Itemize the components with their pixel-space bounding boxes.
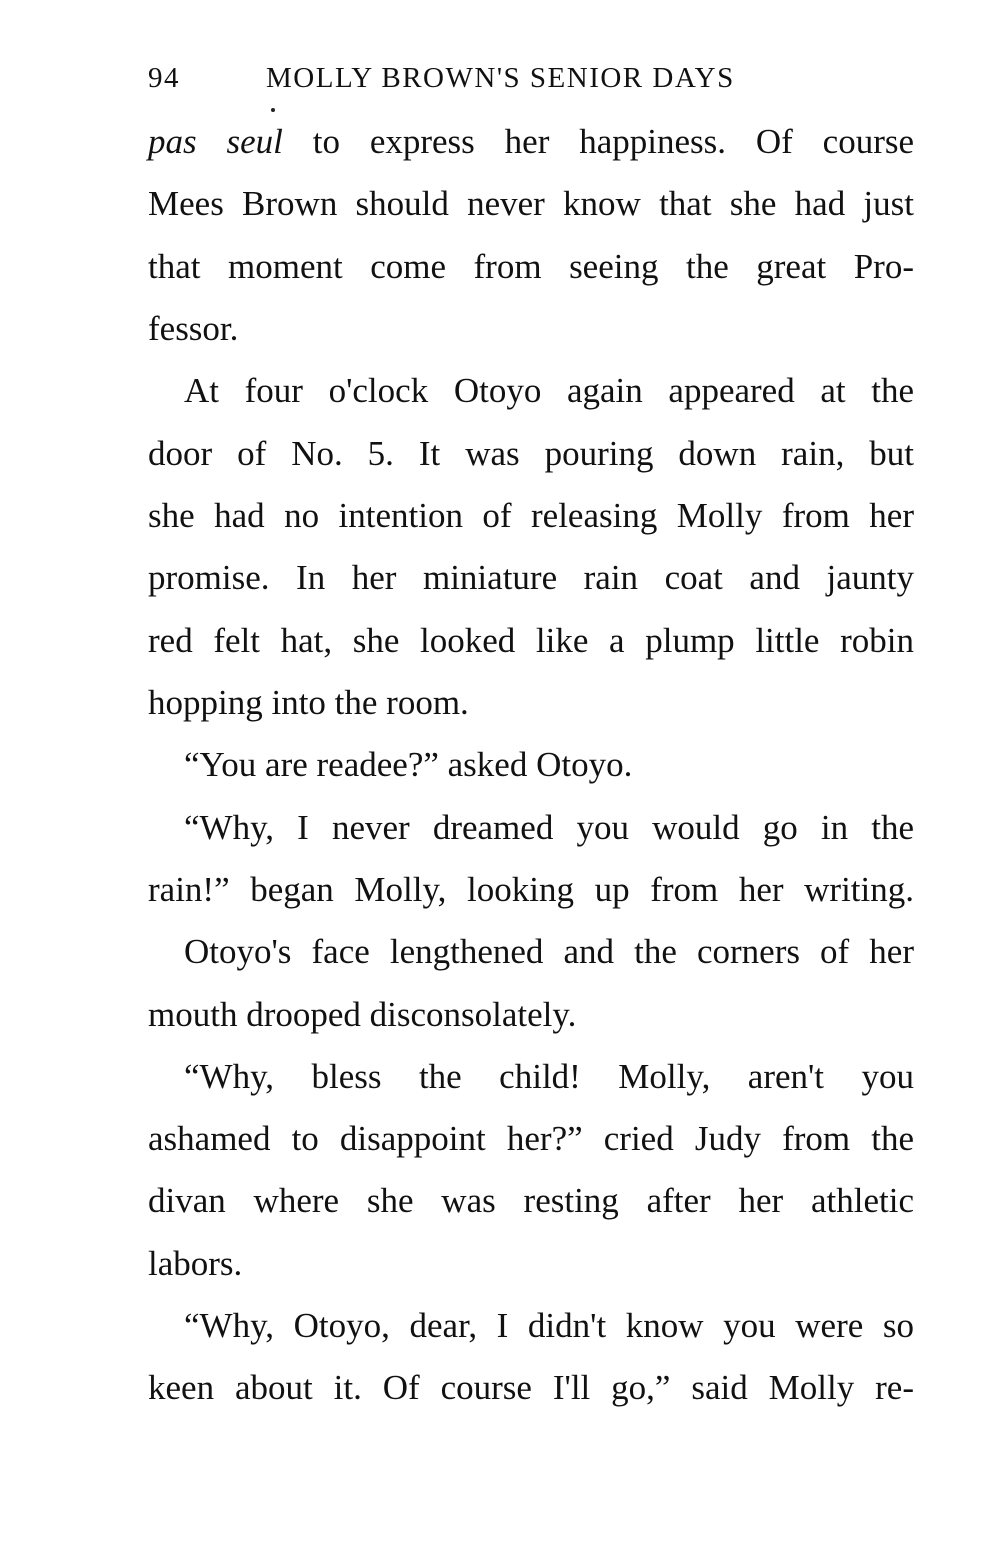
running-head (148, 58, 918, 98)
text-line: she had no intention of releasing Molly from her (148, 496, 914, 535)
text-line: Otoyo's face lengthened and the corners of her (184, 932, 914, 971)
text-line: “You are readee?” asked Otoyo. (184, 745, 633, 784)
text-line: At four o'clock Otoyo again appeared at the (184, 371, 914, 410)
text-line: red felt hat, she looked like a plump little robin (148, 621, 914, 660)
running-title: MOLLY BROWN'S SENIOR DAYS (266, 62, 735, 94)
text-line: mouth drooped disconsolately. (148, 995, 577, 1034)
text-line (148, 118, 914, 166)
italic-phrase: pas seul (148, 122, 283, 161)
text-line: fessor. (148, 309, 239, 348)
text-line: rain!” began Molly, looking up from her writing. (148, 870, 914, 909)
text-line-content: to express her happiness. Of course (282, 122, 914, 161)
text-line: ashamed to disappoint her?” cried Judy from the (148, 1119, 914, 1158)
page-number: 94 (148, 62, 180, 94)
text-line: “Why, Otoyo, dear, I didn't know you were so (184, 1306, 914, 1345)
text-line: keen about it. Of course I'll go,” said Molly re- (148, 1368, 914, 1407)
text-line: divan where she was resting after her athletic (148, 1181, 914, 1220)
text-line: hopping into the room. (148, 683, 469, 722)
text-line: that moment come from seeing the great Pro- (148, 247, 914, 286)
text-line: “Why, I never dreamed you would go in the (184, 808, 914, 847)
print-speck (271, 108, 275, 112)
text-line: promise. In her miniature rain coat and jaunty (148, 558, 914, 597)
text-line: “Why, bless the child! Molly, aren't you (184, 1057, 914, 1096)
text-line: door of No. 5. It was pouring down rain, but (148, 434, 914, 473)
text-line: Mees Brown should never know that she had just (148, 184, 914, 223)
text-line: labors. (148, 1244, 243, 1283)
